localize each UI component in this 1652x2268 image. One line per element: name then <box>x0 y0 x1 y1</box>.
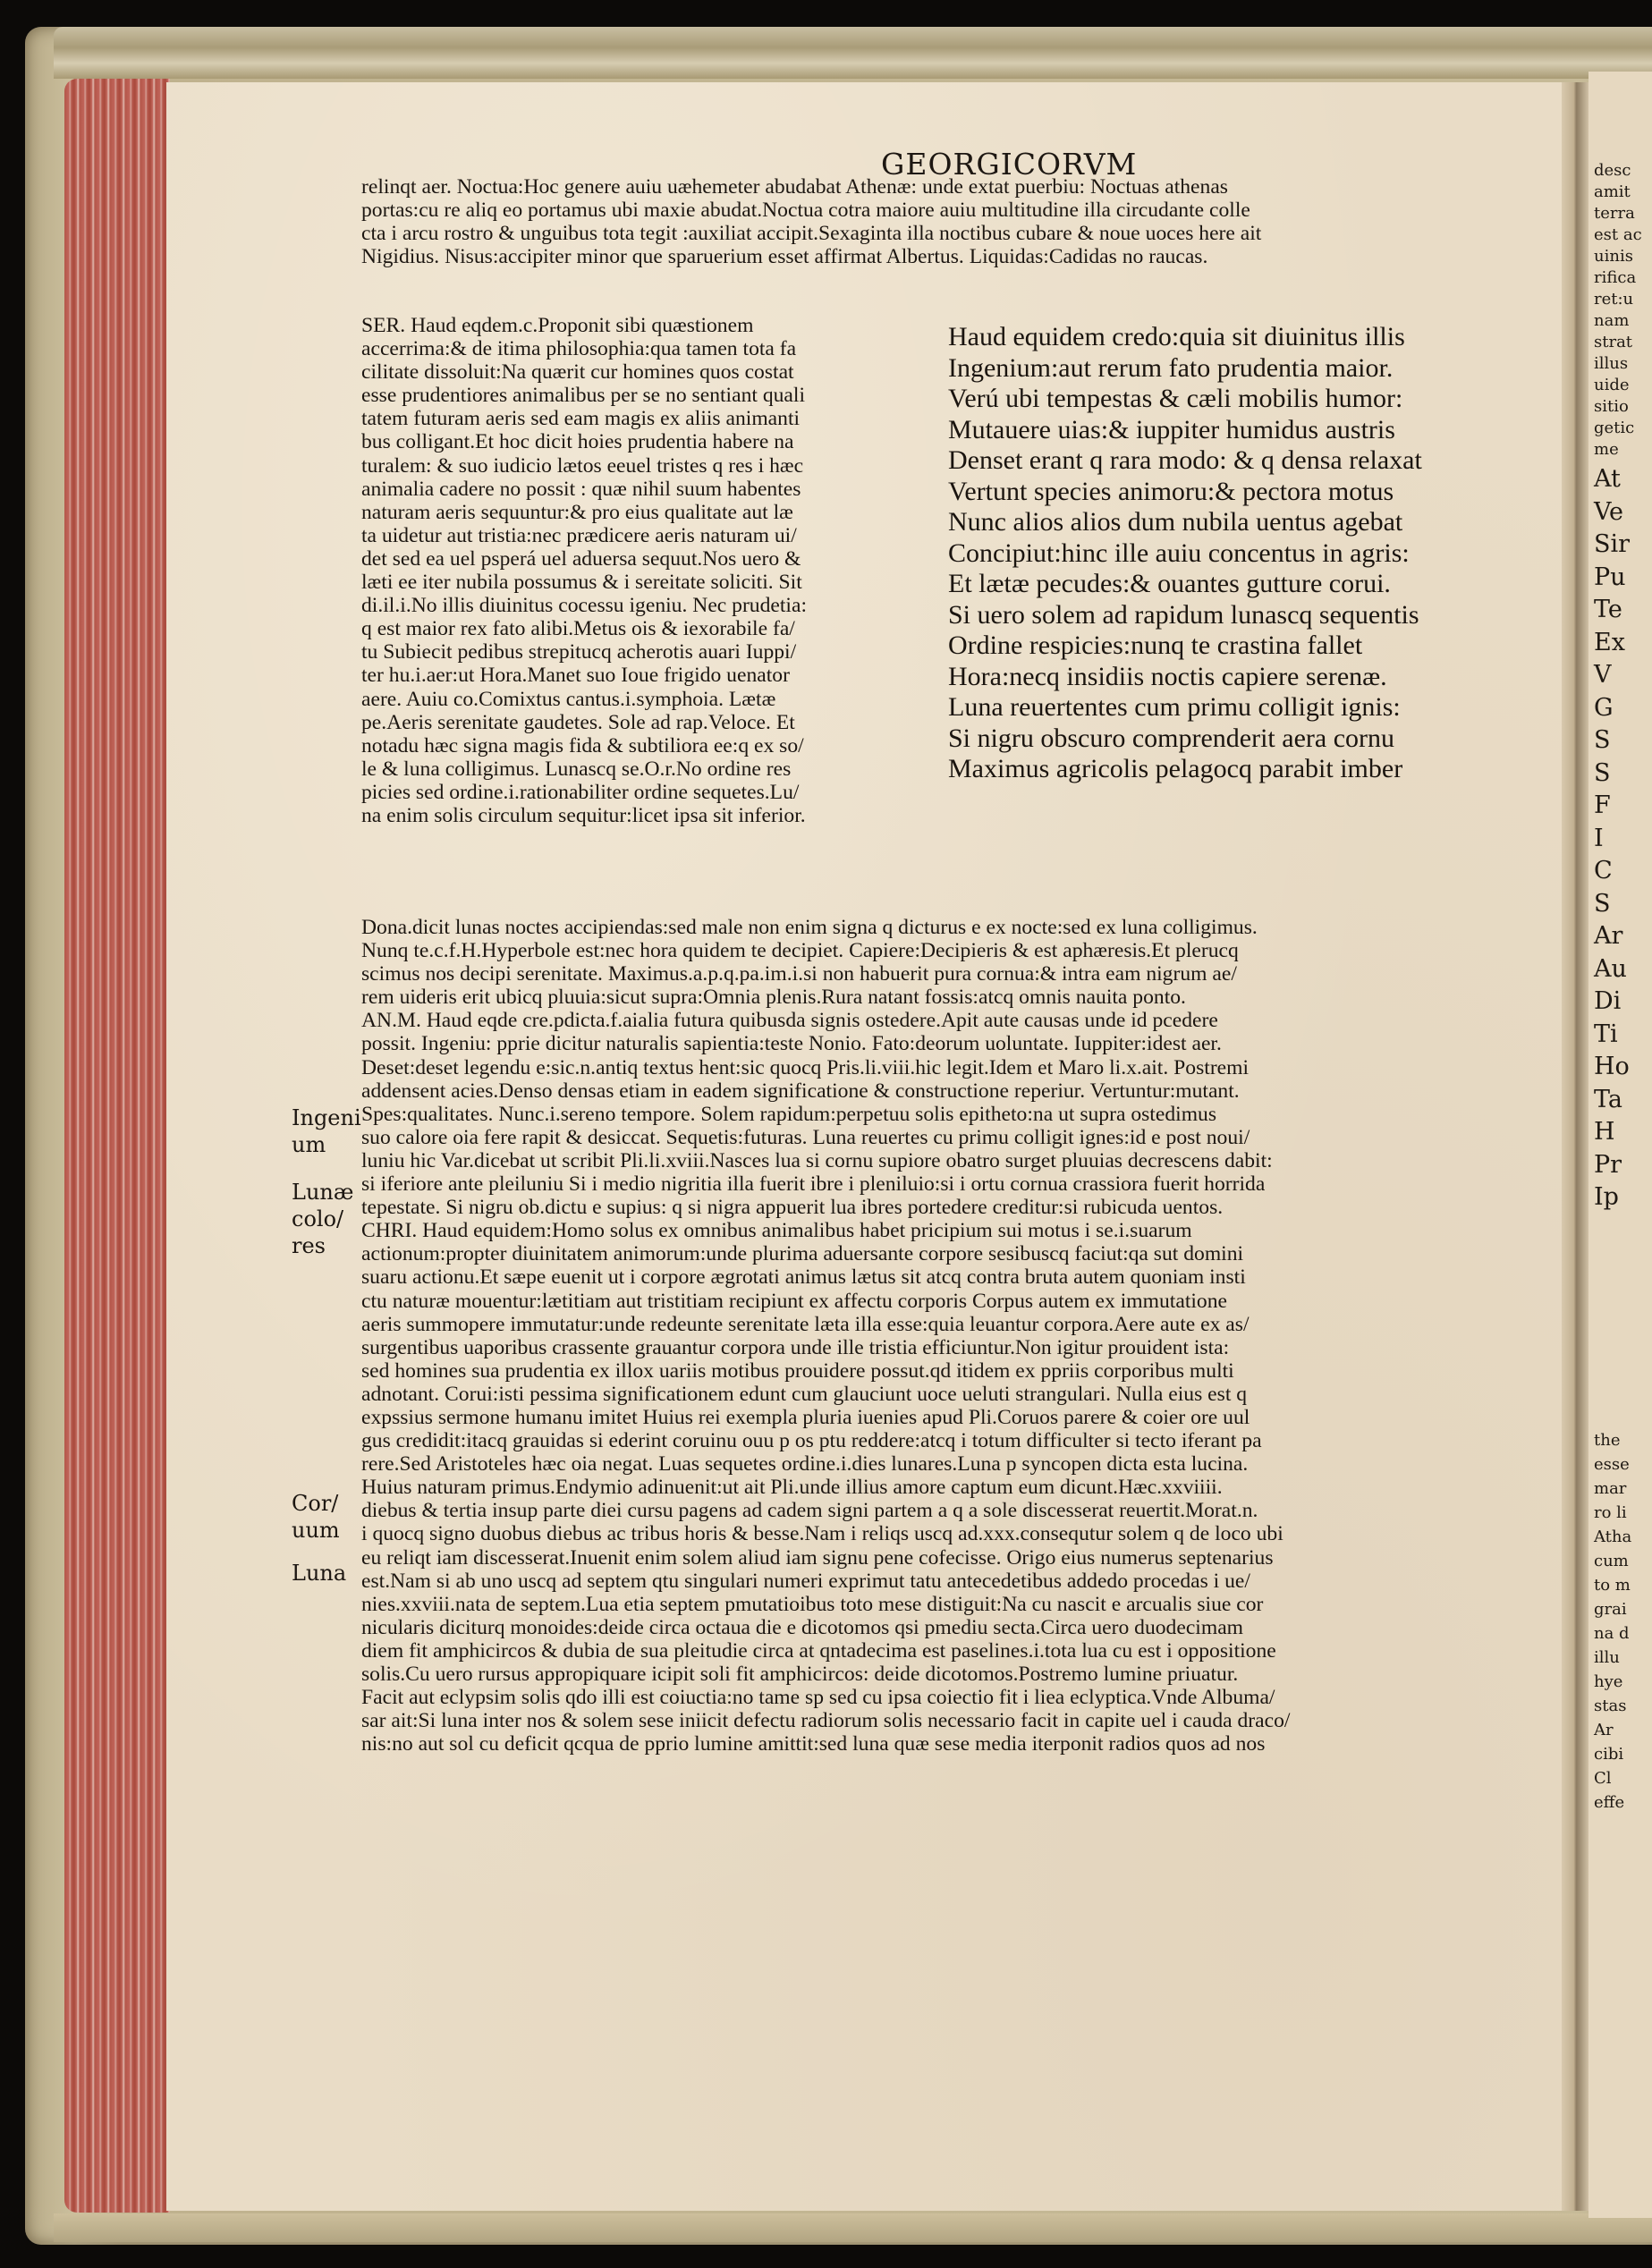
verse-line: Ingenium:aut rerum fato prudentia maior. <box>948 352 1394 383</box>
recto-text-fragment: S <box>1594 889 1611 918</box>
red-page-edges <box>64 79 170 2213</box>
verse-line: Concipiut:hinc ille auiu concentus in agris: <box>948 537 1410 568</box>
gutter <box>1562 82 1588 2211</box>
recto-text-fragment: amit <box>1594 182 1631 201</box>
commentary-line: rere.Sed Aristoteles hæc oia negat. Luas sequetes ordine.i.dies lunares.Luna p syncopen dicta esta lucina. <box>361 1452 1249 1477</box>
recto-text-fragment: cibi <box>1594 1745 1624 1764</box>
recto-text-fragment: F <box>1594 791 1611 819</box>
commentary-line: læti ee iter nubila possumus & i sereitate soliciti. Sit <box>361 571 802 595</box>
commentary-line: tatem futuram aeris sed eam magis ex aliis animanti <box>361 407 801 431</box>
recto-page-fragment <box>1588 72 1652 2218</box>
commentary-line: si iferiore ante pleiluniu Si i medio nigritia illa fuerit ibre i pleniluio:si i ortu cornua crassiora fuerit horrida <box>361 1172 1266 1197</box>
commentary-line: possit. Ingeniu: pprie dicitur naturalis sapientia:teste Nonio. Fato:deorum uoluntate. Iuppiter:idest aer. <box>361 1032 1222 1056</box>
commentary-line: rem uideris erit ubicq pluuia:sicut supra:Omnia plenis.Rura natant fossis:atcq omnis nauita ponto. <box>361 986 1186 1010</box>
commentary-line: scimus nos decipi serenitate. Maximus.a.p.q.pa.im.i.si non habuerit pura cornua:& intra eam nigrum ae/ <box>361 962 1237 986</box>
commentary-line: CHRI. Haud equidem:Homo solus ex omnibus animalibus habet pricipium sui motus i se.i.suarum <box>361 1219 1192 1243</box>
recto-text-fragment: Pr <box>1594 1150 1622 1179</box>
commentary-line: le & luna colligimus. Lunascq se.O.r.No ordine res <box>361 757 792 781</box>
recto-text-fragment: mar <box>1594 1479 1627 1498</box>
verse-line: Denset erant q rara modo: & q densa relaxat <box>948 445 1422 475</box>
commentary-line: nis:no aut sol cu deficit qcqua de pprio lumine amittit:sed luna quæ sese media iterponit radios quos ad nos <box>361 1732 1266 1756</box>
recto-text-fragment: Ve <box>1594 497 1623 526</box>
top-commentary <box>361 175 1261 268</box>
recto-text-fragment: nam <box>1594 311 1630 330</box>
recto-text-fragment: sitio <box>1594 397 1629 416</box>
recto-text-fragment: Ar <box>1594 922 1623 950</box>
recto-text-fragment: uide <box>1594 376 1630 394</box>
commentary-line: suaru actionu.Et sæpe euenit ut i corpore ægrotati animus lætus sit atcq contra bruta autem quoniam insti <box>361 1265 1246 1290</box>
left-commentary-column <box>361 314 952 827</box>
commentary-line: diebus & tertia insup parte diei cursu pagens ad cadem signi partem a q a sole discesserat reuertit.Morat.n. <box>361 1499 1258 1523</box>
verse-line: Haud equidem credo:quia sit diuinitus illis <box>948 322 1405 351</box>
commentary-line: aeris summopere immutatur:unde redeunte serenitate læta illa esse:quia leuantur corpora.Aere aute ex as/ <box>361 1312 1250 1336</box>
recto-text-fragment: S <box>1594 726 1611 754</box>
recto-text-fragment: cum <box>1594 1552 1629 1570</box>
commentary-line: expssius sermone humanu imitet Huius rei exempla pluria iuenies apud Pli.Coruos parere & coier ore uul <box>361 1405 1250 1429</box>
recto-text-fragment: Pu <box>1594 563 1626 591</box>
commentary-line: gus credidit:itacq grauidas si ederint coruinu ouu p os ptu reddere:atcq i totum difficulter si tecto iferant pa <box>361 1429 1262 1453</box>
commentary-line: nicularis diciturq monoides:deide circa octaua die e dicotomos qsi pmediu secta.Circa uero duodecimam <box>361 1615 1244 1639</box>
commentary-line: cta i arcu rostro & unguibus tota tegit :auxiliat accipit.Sexaginta illa noctibus cubare & noue uoces here ait <box>361 222 1262 246</box>
recto-text-fragment: C <box>1594 857 1613 884</box>
recto-text-fragment: S <box>1594 758 1611 787</box>
commentary-line: relinqt aer. Noctua:Hoc genere auiu uæhemeter abudabat Athenæ: unde extat puerbiu: Noctuas athenas <box>361 175 1228 199</box>
recto-text-fragment: effe <box>1594 1793 1625 1812</box>
recto-text-fragment: illus <box>1594 354 1629 373</box>
verse-line: Hora:necq insidiis noctis capiere serenæ. <box>948 661 1387 691</box>
commentary-line: actionum:propter diuinitatem animorum:unde plurima aduersante corpore sesibuscq faciut:qa sut domini <box>361 1242 1244 1266</box>
commentary-line: picies sed ordine.i.rationabiliter ordine sequetes.Lu/ <box>361 780 800 804</box>
commentary-line: q est maior rex fato alibi.Metus ois & iexorabile fa/ <box>361 617 795 641</box>
verse-line: Maximus agricolis pelagocq parabit imber <box>948 754 1403 783</box>
recto-text-fragment: I <box>1594 824 1604 852</box>
commentary-line: aere. Auiu co.Comixtus cantus.i.symphoia. Lætæ <box>361 687 776 711</box>
commentary-line: sed homines sua prudentia ex illox uariis motibus prouidere possut.qd itidem ex ppriis corporibus multi <box>361 1358 1234 1383</box>
recto-text-fragment: Ip <box>1594 1183 1619 1211</box>
commentary-line: suo calore oia fere rapit & desiccat. Sequetis:futuras. Luna reuertes cu primu colligit ignes:id e post noui/ <box>361 1125 1250 1149</box>
commentary-line: diem fit amphicircos & dubia de sua pleitudie circa at qntadecima est paselines.i.tota lua cu est i oppositione <box>361 1638 1276 1663</box>
verse-line: Si nigru obscuro comprenderit aera cornu <box>948 723 1394 753</box>
recto-text-fragment: uinis <box>1594 247 1633 266</box>
recto-text-fragment: G <box>1594 693 1614 722</box>
recto-text-fragment: Au <box>1594 954 1627 983</box>
verse-line: Verú ubi tempestas & cæli mobilis humor: <box>948 384 1403 413</box>
commentary-line: ctu naturæ mouentur:lætitiam aut tristitiam recipiunt ex affectu corporis Corpus autem ex immutatione <box>361 1289 1227 1313</box>
commentary-line: bus colligant.Et hoc dicit hoies prudentia habere na <box>361 430 794 454</box>
recto-text-fragment: na d <box>1594 1624 1630 1643</box>
recto-text-fragment: Atha <box>1594 1528 1632 1546</box>
verse-line: Vertunt species animoru:& pectora motus <box>948 476 1394 506</box>
recto-text-fragment: stas <box>1594 1697 1627 1715</box>
recto-text-fragment: the <box>1594 1431 1621 1450</box>
verse-line: Et lætæ pecudes:& ouantes gutture corui. <box>948 569 1391 598</box>
running-head: GEORGICORVM <box>881 147 1138 182</box>
commentary-line: i quocq signo duobus diebus ac tribus horis & besse.Nam i reliqs uscq ad.xxx.consequtur solem q de loco ubi <box>361 1522 1283 1546</box>
verse-text-block <box>948 322 1422 785</box>
cover-top-edge <box>54 27 1652 79</box>
recto-text-fragment: rifica <box>1594 268 1637 287</box>
recto-text-fragment: to m <box>1594 1576 1631 1595</box>
recto-text-fragment: hye <box>1594 1672 1623 1691</box>
commentary-line: na enim solis circulum sequitur:licet ipsa sit inferior. <box>361 803 806 827</box>
recto-text-fragment: Sir <box>1594 530 1631 558</box>
marginal-note-lunae-colores: Lunæ colo/ res <box>292 1180 354 1258</box>
commentary-line: pe.Aeris serenitate gaudetes. Sole ad rap.Veloce. Et <box>361 710 795 734</box>
verse-line: Si uero solem ad rapidum lunascq sequentis <box>948 599 1419 630</box>
commentary-line: portas:cu re aliq eo portamus ubi maxie abudat.Noctua cotra maiore auiu multitudine illa circudante colle <box>361 199 1250 223</box>
commentary-line: nies.xxviii.nata de septem.Lua etia septem pmutatioibus toto mese distiguit:Na cu nascit e arcualis siue cor <box>361 1592 1264 1616</box>
commentary-line: solis.Cu uero rursus appropiquare icipit soli fit amphicircos: deide dicotomos.Postremo lumine priuatur. <box>361 1663 1239 1686</box>
commentary-line: naturam aeris sequuntur:& pro eius qualitate aut læ <box>361 500 793 524</box>
commentary-line: est.Nam si ab uno uscq ad septem qtu singulari numeri exprimut tatu antecedetibus addedo procedas i ue/ <box>361 1569 1250 1593</box>
recto-text-fragment: Ex <box>1594 628 1625 656</box>
cover-bottom-edge <box>54 2213 1652 2242</box>
commentary-line: Dona.dicit lunas noctes accipiendas:sed male non enim signa q dicturus e ex nocte:sed ex luna colligimus. <box>361 916 1258 939</box>
recto-text-fragment: strat <box>1594 333 1633 351</box>
commentary-line: Facit aut eclypsim solis qdo illi est coiuctia:no tame sp sed cu ipsa coiectio fit i liea eclyptica.Vnde Albuma/ <box>361 1686 1275 1710</box>
commentary-line: accerrima:& de itima philosophia:qua tamen tota fa <box>361 337 797 361</box>
commentary-line: Spes:qualitates. Nunc.i.sereno tempore. Solem rapidum:perpetuu solis epitheto:na ut supra ostedimus <box>361 1102 1217 1126</box>
bottom-commentary <box>361 916 1290 1756</box>
commentary-line: esse prudentiores animalibus per se no sentiant quali <box>361 384 805 408</box>
recto-text-fragment: Ho <box>1594 1053 1630 1080</box>
commentary-line: Huius naturam primus.Endymio adinuenit:ut ait Pli.unde illius amore captum eum dicunt.Hæc.xxviiii. <box>361 1476 1223 1500</box>
recto-text-fragment: desc <box>1594 161 1631 180</box>
recto-text-fragment: Ti <box>1594 1020 1618 1048</box>
commentary-line: surgentibus uaporibus crassente grauantur corpora unde ille tristia efficiuntur.Non igitur prouident ista: <box>361 1335 1230 1359</box>
recto-text-fragment: grai <box>1594 1600 1627 1619</box>
recto-text-fragment: ret:u <box>1594 290 1634 309</box>
commentary-line: turalem: & suo iudicio lætos eeuel tristes q res i hæc <box>361 453 804 478</box>
commentary-line: eu reliqt iam discesserat.Inuenit enim solem aliud iam signu pene cofecisse. Origo eius numerus septenarius <box>361 1545 1274 1570</box>
commentary-line: Deset:deset legendu e:sic.n.antiq textus hent:sic quocq Pris.li.viii.hic legit.Idem et Maro li.x.ait. Postremi <box>361 1055 1250 1079</box>
recto-text-fragment: Ta <box>1594 1085 1623 1113</box>
recto-text-fragment: terra <box>1594 204 1635 223</box>
commentary-line: sar ait:Si luna inter nos & solem sese iniicit defectu radiorum solis necessario facit in capite uel i cauda draco/ <box>361 1709 1291 1733</box>
commentary-line: tu Subiecit pedibus strepitucq acherotis auari Iuppi/ <box>361 640 797 664</box>
commentary-line: notadu hæc signa magis fida & subtiliora ee:q ex so/ <box>361 733 804 757</box>
recto-text-fragment: At <box>1594 465 1621 493</box>
recto-text-fragment: me <box>1594 440 1619 459</box>
recto-text-fragment: esse <box>1594 1455 1630 1474</box>
commentary-line: ta uidetur aut tristia:nec prædicere aeris naturam ui/ <box>361 523 797 547</box>
verse-line: Ordine respicies:nunq te crastina fallet <box>948 630 1363 660</box>
commentary-line: addensent acies.Denso densas etiam in eadem significatione & constructione reperiur. Vertuntur:mutant. <box>361 1079 1240 1103</box>
recto-text-fragment: est ac <box>1594 225 1642 244</box>
commentary-line: di.il.i.No illis diuinitus cocessu igeniu. Nec prudetia: <box>361 594 808 618</box>
verse-line: Luna reuertentes cum primu colligit ignis: <box>948 692 1401 722</box>
verse-line: Mutauere uias:& iuppiter humidus austris <box>948 414 1395 444</box>
recto-text-fragment: Ar <box>1594 1721 1614 1739</box>
recto-text-fragment: V <box>1594 661 1612 689</box>
recto-text-fragment: getic <box>1594 419 1635 437</box>
marginal-note-ingenium: Ingeni um <box>292 1105 361 1157</box>
commentary-line: SER. Haud eqdem.c.Proponit sibi quæstionem <box>361 314 754 337</box>
commentary-line: Nigidius. Nisus:accipiter minor que sparuerium esset affirmat Albertus. Liquidas:Cadidas no raucas. <box>361 245 1208 269</box>
commentary-line: animalia cadere no possit : quæ nihil suum habentes <box>361 477 801 501</box>
recto-text-fragment: Di <box>1594 987 1622 1015</box>
commentary-line: Nunq te.c.f.H.Hyperbole est:nec hora quidem te decipiet. Capiere:Decipieris & est aphæresis.Et plerucq <box>361 939 1239 963</box>
marginal-note-luna: Luna <box>292 1561 347 1586</box>
commentary-line: ter hu.i.aer:ut Hora.Manet suo Ioue frigido uenator <box>361 664 790 688</box>
commentary-line: det sed ea uel psperá uel aduersa sequut.Nos uero & <box>361 546 801 571</box>
verse-line: Nunc alios alios dum nubila uentus agebat <box>948 507 1403 537</box>
recto-text-fragment: ro li <box>1594 1503 1627 1522</box>
commentary-line: luniu hic Var.dicebat ut scribit Pli.li.xviii.Nasces lua si cornu supiore obatro surget pluuias decrescens dabit: <box>361 1148 1273 1172</box>
recto-text-fragment: H <box>1594 1118 1615 1146</box>
recto-text-fragment: illu <box>1594 1648 1620 1667</box>
commentary-line: adnotant. Corui:isti pessima significationem edunt cum glauciunt uoce ueluti strangulari. Nulla eius est q <box>361 1382 1248 1406</box>
recto-text-fragment: Te <box>1594 596 1622 623</box>
commentary-line: cilitate dissoluit:Na quærit cur homines quos costat <box>361 360 794 385</box>
commentary-line: AN.M. Haud eqde cre.pdicta.f.aialia futura quibusda signis ostedere.Apit aute causas unde id pcedere <box>361 1009 1218 1033</box>
commentary-line: tepestate. Si nigru ob.dictu e supius: q si nigra appuerit lua ibres portedere creditur:si rubicuda uentos. <box>361 1196 1224 1220</box>
marginal-note-coruum: Cor/ uum <box>292 1491 340 1543</box>
recto-text-fragment: Cl <box>1594 1769 1612 1788</box>
